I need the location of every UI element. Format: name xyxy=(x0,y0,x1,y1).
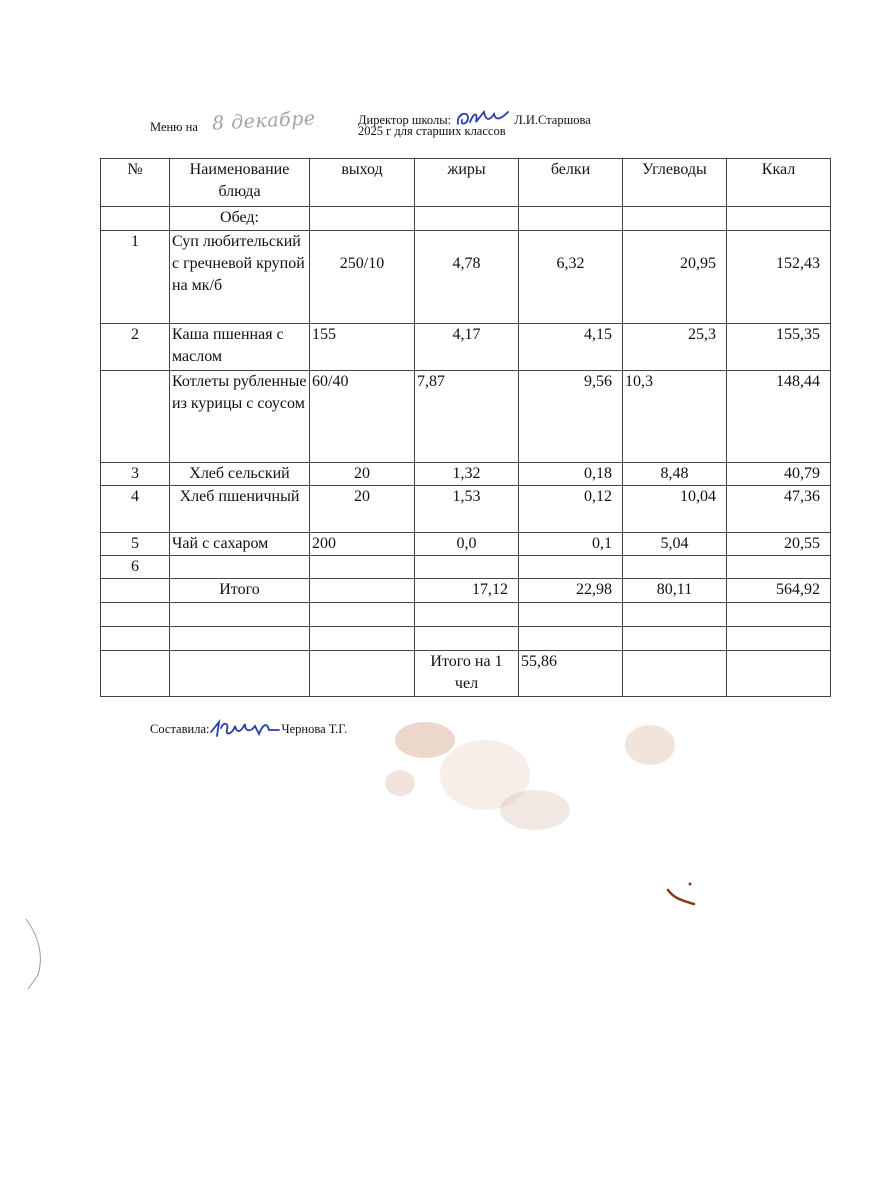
director-label: Директор школы: xyxy=(358,113,452,127)
per-person-label: Итого на 1 чел xyxy=(415,651,519,697)
total-kcal: 564,92 xyxy=(727,579,831,603)
protein-value: 6,32 xyxy=(519,231,623,324)
section-row xyxy=(101,207,831,231)
table-cell xyxy=(310,579,415,603)
table-cell xyxy=(310,207,415,231)
per-person-value: 55,86 xyxy=(519,651,623,697)
table-cell xyxy=(415,207,519,231)
director-name: Л.И.Старшова xyxy=(514,113,591,127)
carbs-value: 10,3 xyxy=(623,371,727,463)
total-fat: 17,12 xyxy=(415,579,519,603)
fat-value: 1,32 xyxy=(415,463,519,486)
protein-value: 4,15 xyxy=(519,324,623,371)
output-value: 20 xyxy=(310,486,415,533)
fat-value: 1,53 xyxy=(415,486,519,533)
table-cell xyxy=(310,556,415,579)
table-cell xyxy=(727,651,831,697)
carbs-value: 25,3 xyxy=(623,324,727,371)
output-value: 200 xyxy=(310,533,415,556)
year-line: 2025 г для старших классов xyxy=(358,124,506,138)
kcal-value: 155,35 xyxy=(727,324,831,371)
row-number xyxy=(101,371,170,463)
table-cell xyxy=(101,627,170,651)
table-header-row xyxy=(101,159,831,207)
output-value: 20 xyxy=(310,463,415,486)
total-protein: 22,98 xyxy=(519,579,623,603)
table-cell xyxy=(101,603,170,627)
carbs-value: 20,95 xyxy=(623,231,727,324)
dish-name: Хлеб пшеничный xyxy=(170,486,310,533)
row-number: 6 xyxy=(101,556,170,579)
table-cell xyxy=(727,556,831,579)
table-cell xyxy=(623,627,727,651)
stain-mark xyxy=(385,770,415,796)
table-cell xyxy=(623,207,727,231)
table-row xyxy=(101,324,831,371)
empty-row xyxy=(101,603,831,627)
dish-name: Хлеб сельский xyxy=(170,463,310,486)
protein-value: 0,18 xyxy=(519,463,623,486)
table-cell xyxy=(101,651,170,697)
table-cell xyxy=(170,603,310,627)
kcal-value: 152,43 xyxy=(727,231,831,324)
stain-mark xyxy=(660,880,700,910)
table-cell xyxy=(170,627,310,651)
fat-value: 4,78 xyxy=(415,231,519,324)
protein-value: 9,56 xyxy=(519,371,623,463)
menu-date-handwritten: 8 декабре xyxy=(211,107,317,135)
table-cell xyxy=(415,603,519,627)
row-number: 3 xyxy=(101,463,170,486)
table-row xyxy=(101,371,831,463)
table-cell xyxy=(310,603,415,627)
row-number: 5 xyxy=(101,533,170,556)
table-cell xyxy=(170,651,310,697)
total-carbs: 80,11 xyxy=(623,579,727,603)
menu-label: Меню на xyxy=(150,120,198,134)
total-row xyxy=(101,579,831,603)
table-cell xyxy=(623,651,727,697)
compiled-label: Составила: xyxy=(150,722,210,736)
compiled-name: Чернова Т.Г. xyxy=(281,722,348,736)
compiler-signature xyxy=(209,718,281,740)
dish-name: Каша пшенная с маслом xyxy=(170,324,310,371)
table-row xyxy=(101,533,831,556)
table-cell xyxy=(310,627,415,651)
dish-name: Суп любительский с гречневой крупой на мк/б xyxy=(170,231,310,324)
table-cell xyxy=(727,627,831,651)
scan-edge-mark xyxy=(22,915,52,995)
header-cell-kcal: Ккал xyxy=(727,159,831,207)
output-value: 60/40 xyxy=(310,371,415,463)
table-row xyxy=(101,486,831,533)
table-row xyxy=(101,231,831,324)
total-label: Итого xyxy=(170,579,310,603)
menu-table xyxy=(100,158,831,697)
fat-value: 7,87 xyxy=(415,371,519,463)
carbs-value: 10,04 xyxy=(623,486,727,533)
protein-value: 0,12 xyxy=(519,486,623,533)
kcal-value: 148,44 xyxy=(727,371,831,463)
header-cell-carbs: Углеводы xyxy=(623,159,727,207)
fat-value: 0,0 xyxy=(415,533,519,556)
stain-mark xyxy=(625,725,675,765)
table-cell xyxy=(519,556,623,579)
header-cell-name: Наименование блюда xyxy=(170,159,310,207)
output-value: 155 xyxy=(310,324,415,371)
table-cell xyxy=(415,627,519,651)
kcal-value: 47,36 xyxy=(727,486,831,533)
per-person-row xyxy=(101,651,831,697)
header-cell-protein: белки xyxy=(519,159,623,207)
table-cell xyxy=(101,207,170,231)
stain-mark xyxy=(395,722,455,758)
table-row xyxy=(101,463,831,486)
header-cell-output: выход xyxy=(310,159,415,207)
kcal-value: 40,79 xyxy=(727,463,831,486)
carbs-value: 5,04 xyxy=(623,533,727,556)
fat-value: 4,17 xyxy=(415,324,519,371)
table-cell xyxy=(623,556,727,579)
section-label: Обед: xyxy=(170,207,310,231)
stain-mark xyxy=(500,790,570,830)
table-cell xyxy=(519,207,623,231)
table-cell xyxy=(519,603,623,627)
dish-name: Котлеты рубленные из курицы с соусом xyxy=(170,371,310,463)
carbs-value: 8,48 xyxy=(623,463,727,486)
table-cell xyxy=(170,556,310,579)
table-cell xyxy=(310,651,415,697)
row-number: 2 xyxy=(101,324,170,371)
table-cell xyxy=(727,207,831,231)
table-row xyxy=(101,556,831,579)
empty-row xyxy=(101,627,831,651)
protein-value: 0,1 xyxy=(519,533,623,556)
kcal-value: 20,55 xyxy=(727,533,831,556)
table-cell xyxy=(623,603,727,627)
table-cell xyxy=(101,579,170,603)
row-number: 4 xyxy=(101,486,170,533)
table-cell xyxy=(415,556,519,579)
output-value: 250/10 xyxy=(310,231,415,324)
row-number: 1 xyxy=(101,231,170,324)
compiled-by-line xyxy=(150,718,347,740)
header-cell-number: № xyxy=(101,159,170,207)
table-cell xyxy=(519,627,623,651)
header-cell-fat: жиры xyxy=(415,159,519,207)
dish-name: Чай с сахаром xyxy=(170,533,310,556)
table-cell xyxy=(727,603,831,627)
